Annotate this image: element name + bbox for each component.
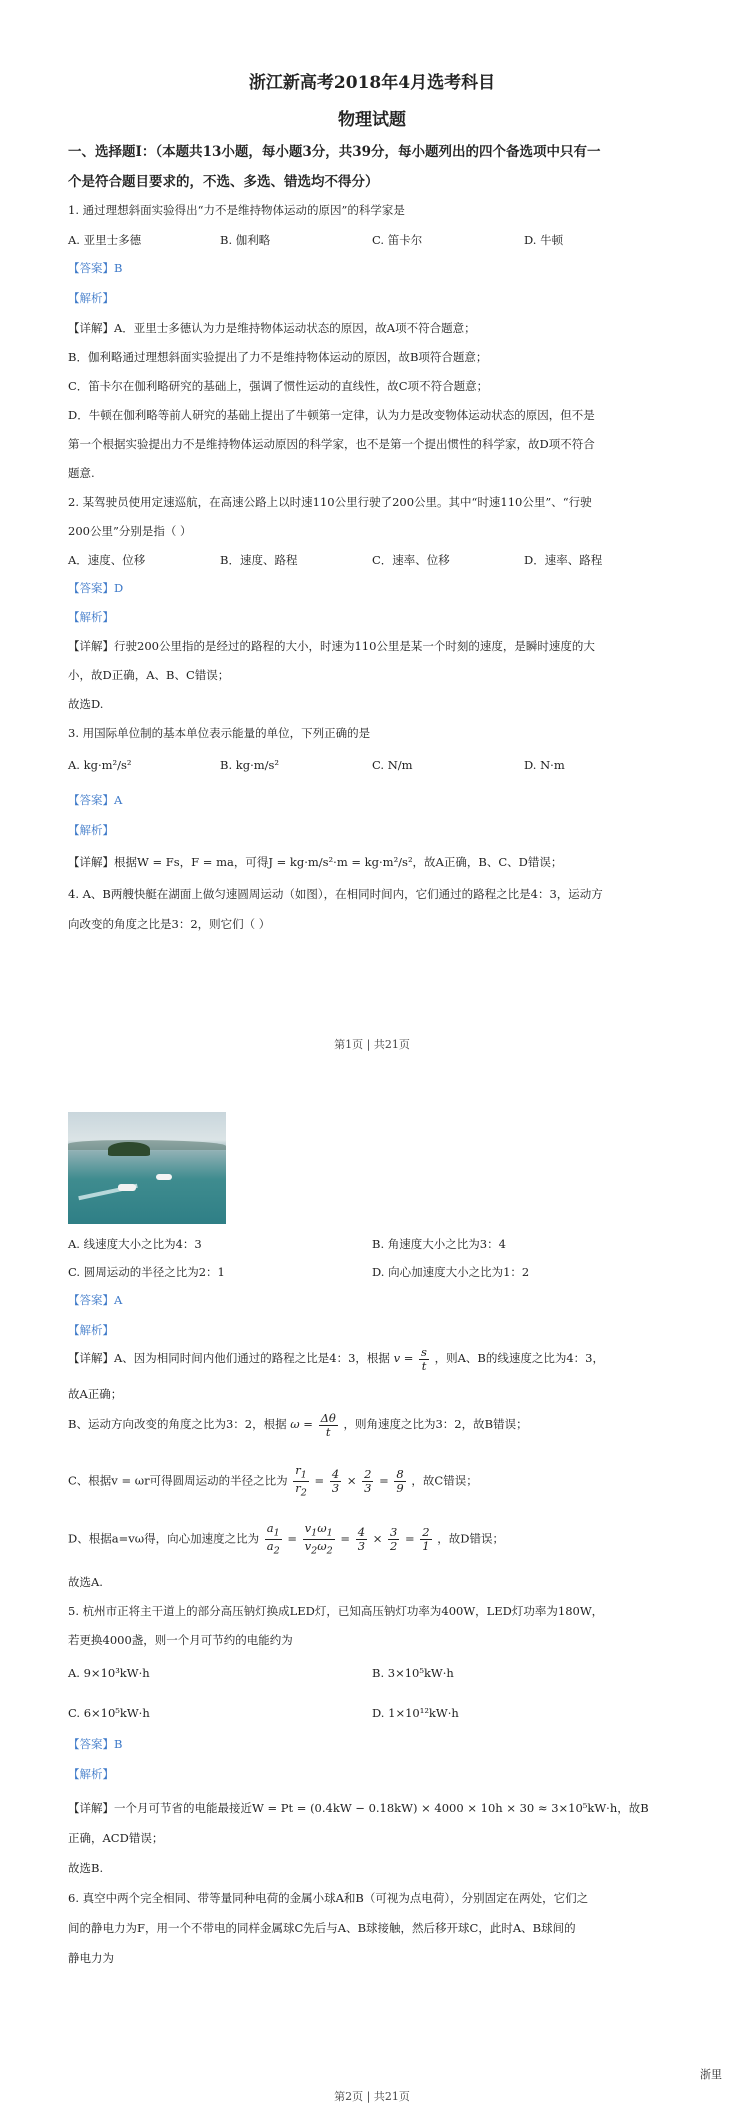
q1-stem: 1. 通过理想斜面实验得出“力不是维持物体运动的原因”的科学家是 [68,203,405,217]
q5-option-a: A. 9×10³kW·h [68,1666,150,1680]
page-footer-2: 第2页 | 共21页 [334,2090,410,2103]
frac-4-3b: $\frac{4}{3}$ [357,1525,366,1553]
q2-detail-3: 故选D. [68,697,104,711]
q3-option-b: B. kg·m/s² [220,758,280,772]
q2-analysis-tag: 【解析】 [68,610,114,624]
frac-4-3: $\frac{4}{3}$ [331,1467,340,1495]
q3-analysis-tag: 【解析】 [68,823,114,837]
q4-detail-3-text-b: ，故C错误； [411,1473,478,1488]
q3-option-a: A. kg·m²/s² [68,758,132,772]
corner-watermark: 浙里 [700,2068,722,2081]
q4-detail-4-text: D、根据a=vω得，向心加速度之比为 [68,1531,260,1546]
q1-detail-4: D．牛顿在伽利略等前人研究的基础上提出了牛顿第一定律，认为力是改变物体运动状态的原因，但不是 [68,408,595,422]
q1-option-b: B. 伽利略 [220,233,271,247]
lake-speedboats-photo [68,1112,226,1224]
formula-radius-ratio: $\frac{r_1}{r_2}$ [295,1463,307,1499]
frac-8-9: $\frac{8}{9}$ [396,1467,404,1495]
q4-detail-1-text-b: ，则A、B的线速度之比为4：3， [434,1351,604,1366]
q5-detail-1: 【详解】一个月可节省的电能最接近W = Pt = (0.4kW − 0.18kW) × 4000 × 10h × 30 ≈ 3×10⁵kW·h，故B [68,1801,649,1815]
q4-option-c: C. 圆周运动的半径之比为2：1 [68,1265,225,1279]
formula-v-s-over-t: $\frac{s}{t}$ [421,1345,427,1373]
q2-detail-2: 小，故D正确，A、B、C错误； [68,668,230,682]
q4-detail-4-text-b: ，故D错误； [437,1531,505,1546]
q6-stem-1: 6. 真空中两个完全相同、带等量同种电荷的金属小球A和B（可视为点电荷），分别固定在两处，它们之 [68,1891,589,1905]
q1-detail-2: B．伽利略通过理想斜面实验提出了力不是维持物体运动的原因，故B项符合题意； [68,350,488,364]
frac-2-3: $\frac{2}{3}$ [364,1467,372,1495]
q4-detail-2: B、运动方向改变的角度之比为3：2，根据 ω = $\frac{\Delta\theta}{t}$ ，则角速度之比为3：2，故B错误； [68,1411,528,1439]
q4-detail-2-text: B、运动方向改变的角度之比为3：2，根据 [68,1417,287,1432]
q1-option-a: A. 亚里士多德 [68,233,142,247]
q1-option-d: D. 牛顿 [524,233,564,247]
q1-detail-6: 题意. [68,466,95,480]
q4-detail-2-text-b: ，则角速度之比为3：2，故B错误； [343,1417,528,1432]
q4-detail-5: 故选A. [68,1575,103,1589]
q4-answer: 【答案】A [68,1293,123,1307]
q2-option-a: A．速度、位移 [68,553,146,567]
q4-option-d: D. 向心加速度大小之比为1：2 [372,1265,530,1279]
q2-stem-2: 200公里”分别是指（ ） [68,524,192,538]
q5-detail-3: 故选B. [68,1861,104,1875]
formula-omega: $\frac{\Delta\theta}{t}$ [320,1411,336,1439]
q6-stem-3: 静电力为 [68,1951,114,1965]
q4-stem-1: 4. A、B两艘快艇在湖面上做匀速圆周运动（如图），在相同时间内，它们通过的路程之比是4：3，运动方 [68,887,603,901]
q2-answer: 【答案】D [68,581,124,595]
q2-option-c: C．速率、位移 [372,553,450,567]
q4-option-b: B. 角速度大小之比为3：4 [372,1237,506,1251]
q5-stem-1: 5. 杭州市正将主干道上的部分高压钠灯换成LED灯，已知高压钠灯功率为400W，LED灯功率为180W， [68,1604,604,1618]
q6-stem-2: 间的静电力为F，用一个不带电的同样金属球C先后与A、B球接触，然后移开球C，此时A、B球间的 [68,1921,576,1935]
q4-analysis-tag: 【解析】 [68,1323,114,1337]
q4-detail-1-text: 【详解】A、因为相同时间内他们通过的路程之比是4：3，根据 [68,1351,390,1366]
q3-option-c: C. N/m [372,758,413,772]
q4-detail-1c: 故A正确； [68,1387,123,1401]
q1-detail-5: 第一个根据实验提出力不是维持物体运动原因的科学家，也不是第一个提出惯性的科学家，故D项不符合 [68,437,595,451]
q1-option-c: C. 笛卡尔 [372,233,423,247]
q5-detail-2: 正确，ACD错误； [68,1831,164,1845]
q5-analysis-tag: 【解析】 [68,1767,114,1781]
q2-option-d: D．速率、路程 [524,553,603,567]
q1-detail-3: C．笛卡尔在伽利略研究的基础上，强调了惯性运动的直线性，故C项不符合题意； [68,379,489,393]
document-subtitle: 物理试题 [338,110,406,130]
q1-analysis-tag: 【解析】 [68,291,114,305]
q3-stem: 3. 用国际单位制的基本单位表示能量的单位，下列正确的是 [68,726,371,740]
q4-option-a: A. 线速度大小之比为4：3 [68,1237,202,1251]
q2-option-b: B．速度、路程 [220,553,298,567]
q5-option-d: D. 1×10¹²kW·h [372,1706,459,1720]
q5-answer: 【答案】B [68,1737,123,1751]
q5-option-c: C. 6×10⁵kW·h [68,1706,150,1720]
q2-stem-1: 2. 某驾驶员使用定速巡航，在高速公路上以时速110公里行驶了200公里。其中“时速110公里”、“行驶 [68,495,592,509]
q5-stem-2: 若更换4000盏，则一个月可节约的电能约为 [68,1633,293,1647]
frac-3-2: $\frac{3}{2}$ [390,1525,398,1553]
q3-detail-1: 【详解】根据W = Fs，F = ma，可得J = kg·m/s²·m = kg·m²/s²，故A正确，B、C、D错误； [68,855,563,869]
q2-detail-1: 【详解】行驶200公里指的是经过的路程的大小，时速为110公里是某一个时刻的速度，是瞬时速度的大 [68,639,595,653]
formula-accel-ratio: $\frac{a_1}{a_2}$ [266,1521,280,1557]
q5-option-b: B. 3×10⁵kW·h [372,1666,454,1680]
page-footer: 第1页 | 共21页 [334,1038,410,1051]
q1-answer: 【答案】B [68,261,123,275]
q4-detail-4: D、根据a=vω得，向心加速度之比为 $\frac{a_1}{a_2}$ = $\frac{v_1\omega_1}{v_2\omega_2}$ = $\frac{4}{3}$ × $\frac{3}{2}$ = $\frac{2}{1}$ ，故D错误； [68,1521,505,1557]
q1-detail-1: 【详解】A．亚里士多德认为力是维持物体运动状态的原因，故A项不符合题意； [68,321,476,335]
q4-detail-1: 【详解】A、因为相同时间内他们通过的路程之比是4：3，根据 v = $\frac{s}{t}$ ，则A、B的线速度之比为4：3， [68,1345,604,1373]
section-heading: 一、选择题Ⅰ：（本题共13小题，每小题3分，共39分，每小题列出的四个备选项中只有一 [68,144,601,160]
section-heading-cont: 个是符合题目要求的，不选、多选、错选均不得分） [68,174,379,190]
q4-detail-3-text: C、根据v = ωr可得圆周运动的半径之比为 [68,1473,288,1488]
document-title: 浙江新高考2018年4月选考科目 [248,73,496,93]
q3-answer: 【答案】A [68,793,123,807]
q4-stem-2: 向改变的角度之比是3：2，则它们（ ） [68,917,271,931]
frac-v1w1-v2w2: $\frac{v_1\omega_1}{v_2\omega_2}$ [304,1521,333,1557]
q4-detail-3: C、根据v = ωr可得圆周运动的半径之比为 $\frac{r_1}{r_2}$ = $\frac{4}{3}$ × $\frac{2}{3}$ = $\frac{8}{9}$ ，故C错误； [68,1463,478,1499]
q3-option-d: D. N·m [524,758,565,772]
frac-2-1: $\frac{2}{1}$ [422,1525,430,1553]
page-2 [0,1072,744,2104]
